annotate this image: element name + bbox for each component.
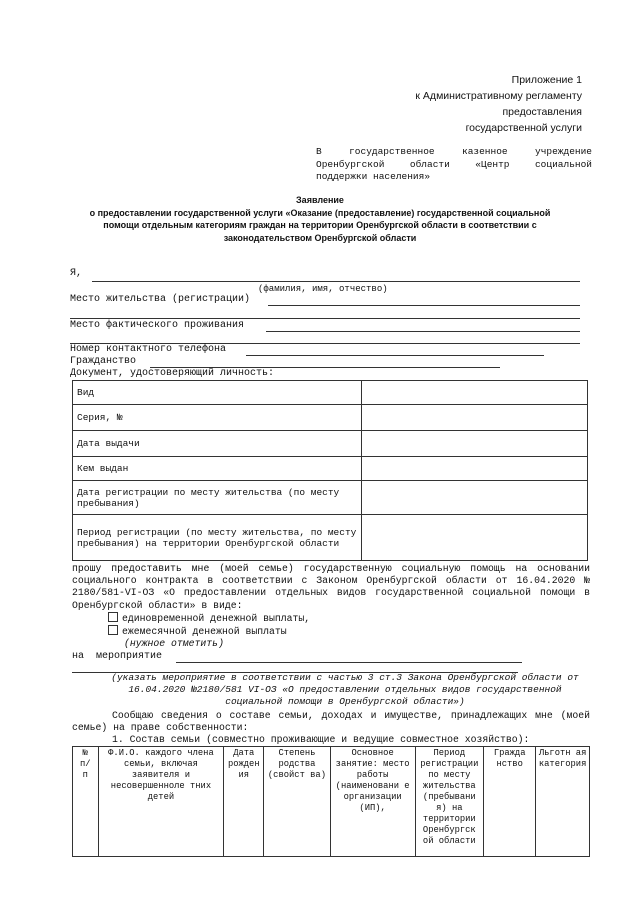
header-occupation: Основное занятие: место работы (наименовани е организации (ИП), — [330, 747, 415, 857]
header-number: № п/ п — [73, 747, 99, 857]
residence-input-line[interactable] — [268, 305, 580, 306]
request-paragraph: прошу предоставить мне (моей семье) государственную социальную помощь на основании социального контракта в соответствии с Законом Оренбургской области от 16.04.2020 № 2180/581-VI-ОЗ «О предоставлении отдельных видов государственной социальной помощи в Оренбургской области» в виде: — [72, 563, 590, 611]
id-row-label: Дата выдачи — [73, 431, 362, 457]
annex-reference: к Административному регламенту — [415, 90, 582, 102]
option-monthly-payment[interactable] — [72, 625, 590, 638]
phone-input-line[interactable] — [246, 355, 544, 356]
section-family-heading: 1. Состав семьи (совместно проживающие и ведущие совместное хозяйство): — [112, 734, 530, 745]
monthly-payment-label: ежемесячной денежной выплаты — [122, 626, 287, 638]
id-row-label: Кем выдан — [73, 457, 362, 481]
id-row-value[interactable] — [362, 515, 588, 561]
annex-reference-3: государственной услуги — [465, 122, 582, 134]
table-row — [73, 381, 588, 405]
table-row — [73, 481, 588, 515]
title-line: о предоставлении государственной услуги «Оказание (предоставление) государственной социальной — [89, 207, 551, 218]
measure-note: (указать мероприятие в соответствии с частью 3 ст.3 Закона Оренбургской области от 16.04.2020 №2180/581 VI-ОЗ «О предоставлении отдельных видов государственной социальной помощи в Оренбургской области») — [111, 672, 579, 707]
title-line: законодательством Оренбургской области — [223, 232, 417, 243]
measure-prefix: на — [72, 651, 85, 662]
header-fio: Ф.И.О. каждого члена семьи, включая заявителя и несовершенноле тних детей — [98, 747, 224, 857]
addressee-block — [316, 146, 592, 184]
residence-label: Место жительства (регистрации) — [70, 294, 251, 305]
annex-reference-2: предоставления — [502, 106, 582, 118]
id-row-label: Период регистрации (по месту жительства, по месту пребывания) на территории Оренбургской области — [73, 515, 362, 561]
table-row — [73, 457, 588, 481]
id-row-label: Дата регистрации по месту жительства (по месту пребывания) — [73, 481, 362, 515]
fio-caption: (фамилия, имя, отчество) — [258, 284, 388, 294]
i-label: Я, — [70, 268, 83, 279]
table-row — [73, 405, 588, 431]
measure-label: мероприятие — [96, 651, 163, 662]
annex-number: Приложение 1 — [511, 74, 582, 86]
option-single-payment[interactable] — [72, 612, 590, 625]
id-row-value[interactable] — [362, 381, 588, 405]
id-row-value[interactable] — [362, 481, 588, 515]
id-row-value[interactable] — [362, 431, 588, 457]
header-citizenship: Гражда нство — [484, 747, 536, 857]
addressee-line: Оренбургской области «Центр социальной — [316, 158, 592, 170]
document-title — [70, 194, 570, 244]
table-row — [73, 515, 588, 561]
single-payment-checkbox[interactable] — [108, 612, 118, 622]
header-birth-date: Дата рожден ия — [224, 747, 264, 857]
id-row-label: Серия, № — [73, 405, 362, 431]
actual-residence-label: Место фактического проживания — [70, 320, 245, 331]
fio-input-line[interactable] — [92, 281, 580, 282]
table-row — [73, 431, 588, 457]
phone-label: Номер контактного телефона — [70, 344, 227, 355]
citizenship-label: Гражданство — [70, 356, 137, 367]
id-row-label: Вид — [73, 381, 362, 405]
table-header-row — [73, 747, 590, 857]
id-row-value[interactable] — [362, 457, 588, 481]
request-body — [72, 563, 590, 650]
header-relation: Степень родства (свойст ва) — [264, 747, 330, 857]
header-registration-period: Период регистрации по месту жительства (пребывани я) на территории Оренбургск ой области — [415, 747, 484, 857]
header-benefit-category: Льготн ая категория — [536, 747, 590, 857]
family-table — [72, 746, 590, 857]
addressee-line: поддержки населения» — [316, 171, 431, 182]
id-document-table — [72, 380, 588, 561]
info-paragraph: Сообщаю сведения о составе семьи, доходах и имуществе, принадлежащих мне (моей семье) на праве собственности: — [72, 710, 590, 733]
title-heading: Заявление — [296, 195, 344, 205]
id-row-value[interactable] — [362, 405, 588, 431]
title-line: помощи отдельным категориям граждан на территории Оренбургской области в соответствии с — [103, 220, 537, 230]
id-document-label: Документ, удостоверяющий личность: — [70, 368, 275, 379]
actual-residence-input-line[interactable] — [266, 331, 580, 332]
residence-input-line-2[interactable] — [70, 318, 580, 319]
check-note: (нужное отметить) — [124, 638, 224, 650]
measure-input-line[interactable] — [176, 662, 522, 663]
addressee-line: В государственное казенное учреждение — [316, 146, 592, 157]
annex-header — [415, 72, 582, 136]
monthly-payment-checkbox[interactable] — [108, 625, 118, 635]
single-payment-label: единовременной денежной выплаты, — [122, 612, 311, 624]
